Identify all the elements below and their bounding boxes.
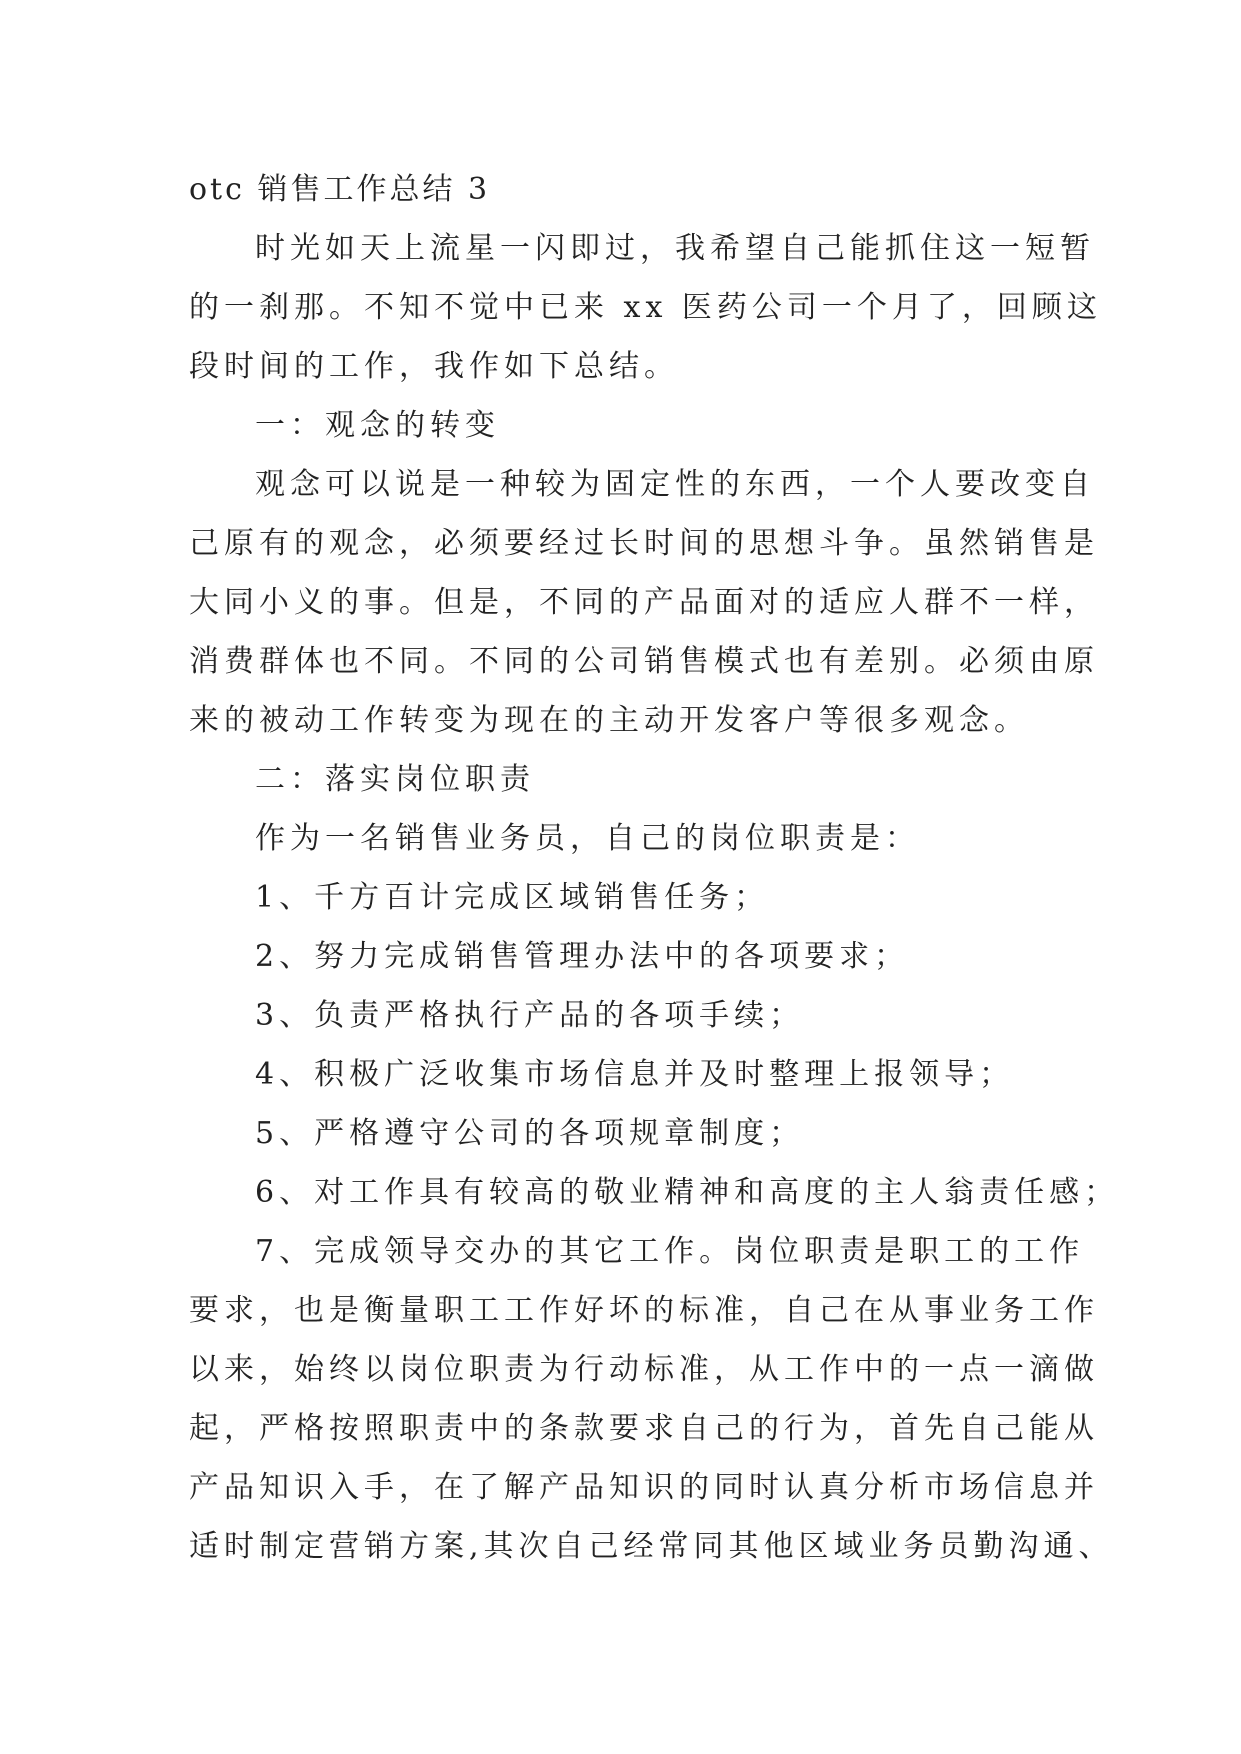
paragraph-line: 来的被动工作转变为现在的主动开发客户等很多观念。 — [189, 703, 1029, 738]
list-item: 6、对工作具有较高的敬业精神和高度的主人翁责任感； — [255, 1175, 1120, 1210]
list-item: 3、负责严格执行产品的各项手续； — [255, 998, 805, 1033]
document-body — [189, 160, 1120, 1576]
list-item: 2、努力完成销售管理办法中的各项要求； — [255, 939, 910, 974]
document-title: otc 销售工作总结 3 — [189, 172, 491, 207]
paragraph-line: 的一刹那。不知不觉中已来 xx 医药公司一个月了，回顾这 — [189, 290, 1102, 325]
paragraph-line: 以来，始终以岗位职责为行动标准，从工作中的一点一滴做 — [189, 1352, 1099, 1387]
paragraph-line: 观念可以说是一种较为固定性的东西，一个人要改变自 — [255, 467, 1095, 502]
paragraph-line: 产品知识入手，在了解产品知识的同时认真分析市场信息并 — [189, 1470, 1099, 1505]
paragraph-line: 适时制定营销方案,其次自己经常同其他区域业务员勤沟通、 — [189, 1529, 1114, 1564]
section-heading: 一：观念的转变 — [255, 408, 500, 443]
paragraph-line: 起，严格按照职责中的条款要求自己的行为，首先自己能从 — [189, 1411, 1099, 1446]
paragraph-line: 作为一名销售业务员，自己的岗位职责是： — [255, 821, 920, 856]
paragraph-line: 要求，也是衡量职工工作好坏的标准，自己在从事业务工作 — [189, 1293, 1099, 1328]
list-item: 1、千方百计完成区域销售任务； — [255, 880, 770, 915]
paragraph-line: 时光如天上流星一闪即过，我希望自己能抓住这一短暂 — [255, 231, 1095, 266]
paragraph-line: 大同小义的事。但是，不同的产品面对的适应人群不一样， — [189, 585, 1099, 620]
list-item: 4、积极广泛收集市场信息并及时整理上报领导； — [255, 1057, 1015, 1092]
paragraph-line: 段时间的工作，我作如下总结。 — [189, 349, 679, 384]
paragraph-line: 己原有的观念，必须要经过长时间的思想斗争。虽然销售是 — [189, 526, 1099, 561]
list-item: 7、完成领导交办的其它工作。岗位职责是职工的工作 — [255, 1234, 1085, 1269]
list-item: 5、严格遵守公司的各项规章制度； — [255, 1116, 805, 1151]
paragraph-line: 消费群体也不同。不同的公司销售模式也有差别。必须由原 — [189, 644, 1099, 679]
section-heading: 二：落实岗位职责 — [255, 762, 535, 797]
